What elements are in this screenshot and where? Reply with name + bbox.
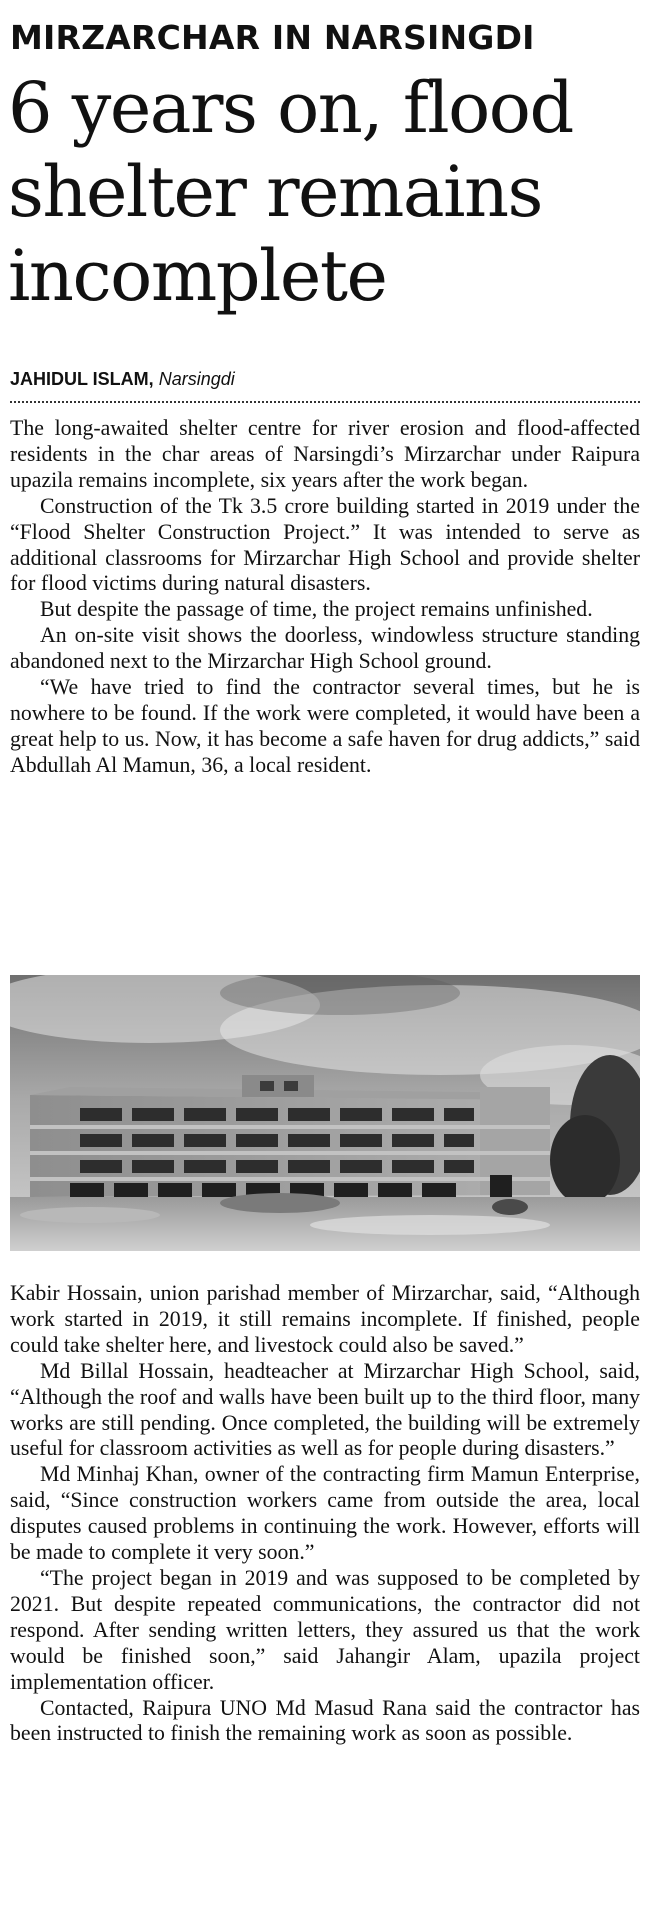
dotted-divider	[10, 401, 640, 403]
paragraph: Md Minhaj Khan, owner of the contracting firm Mamun Enterprise, said, “Since construction workers came from outside the area, local disputes caused problems in continuing the work. However, efforts will be made to complete it very soon.”	[10, 1462, 640, 1565]
section-kicker: MIRZARCHAR IN NARSINGDI	[10, 18, 535, 57]
article-body-top	[10, 416, 640, 779]
paragraph: The long-awaited shelter centre for river erosion and flood-affected residents in the char areas of Narsingdi’s Mirzarchar under Raipura upazila remains incomplete, six years after the work began.	[10, 416, 640, 492]
paragraph: But despite the passage of time, the project remains unfinished.	[40, 597, 593, 622]
building-photo	[10, 975, 640, 1251]
article-body-bottom	[10, 1281, 640, 1747]
paragraph: Kabir Hossain, union parishad member of Mirzarchar, said, “Although work started in 2019, it still remains incomplete. If finished, people could take shelter here, and livestock could also be saved.”	[10, 1281, 640, 1357]
byline	[10, 368, 640, 390]
paragraph: Md Billal Hossain, headteacher at Mirzarchar High School, said, “Although the roof and walls have been built up to the third floor, many works are still pending. Once completed, the building will be extremely useful for classroom activities as well as for people during disasters.”	[10, 1358, 640, 1461]
byline-author: JAHIDUL ISLAM,	[10, 369, 154, 389]
abandoned-building-image	[10, 975, 640, 1251]
paragraph: Contacted, Raipura UNO Md Masud Rana said the contractor has been instructed to finish the remaining work as soon as possible.	[10, 1695, 640, 1746]
headline: 6 years on, flood shelter remains incomplete	[8, 67, 573, 317]
paragraph: An on-site visit shows the doorless, windowless structure standing abandoned next to the Mirzarchar High School ground.	[10, 623, 640, 674]
paragraph: “The project began in 2019 and was supposed to be completed by 2021. But despite repeated communications, the contractor did not respond. After sending written letters, they assured us that the work would be finished soon,” said Jahangir Alam, upazila project implementation officer.	[10, 1565, 640, 1694]
paragraph: “We have tried to find the contractor several times, but he is nowhere to be found. If the work were completed, it would have been a great help to us. Now, it has become a safe haven for drug addicts,” said Abdullah Al Mamun, 36, a local resident.	[10, 675, 640, 777]
byline-location: Narsingdi	[158, 369, 235, 389]
paragraph: Construction of the Tk 3.5 crore building started in 2019 under the “Flood Shelter Construction Project.” It was intended to serve as additional classrooms for Mirzarchar High School and provide shelter for flood victims during natural disasters.	[10, 493, 640, 596]
